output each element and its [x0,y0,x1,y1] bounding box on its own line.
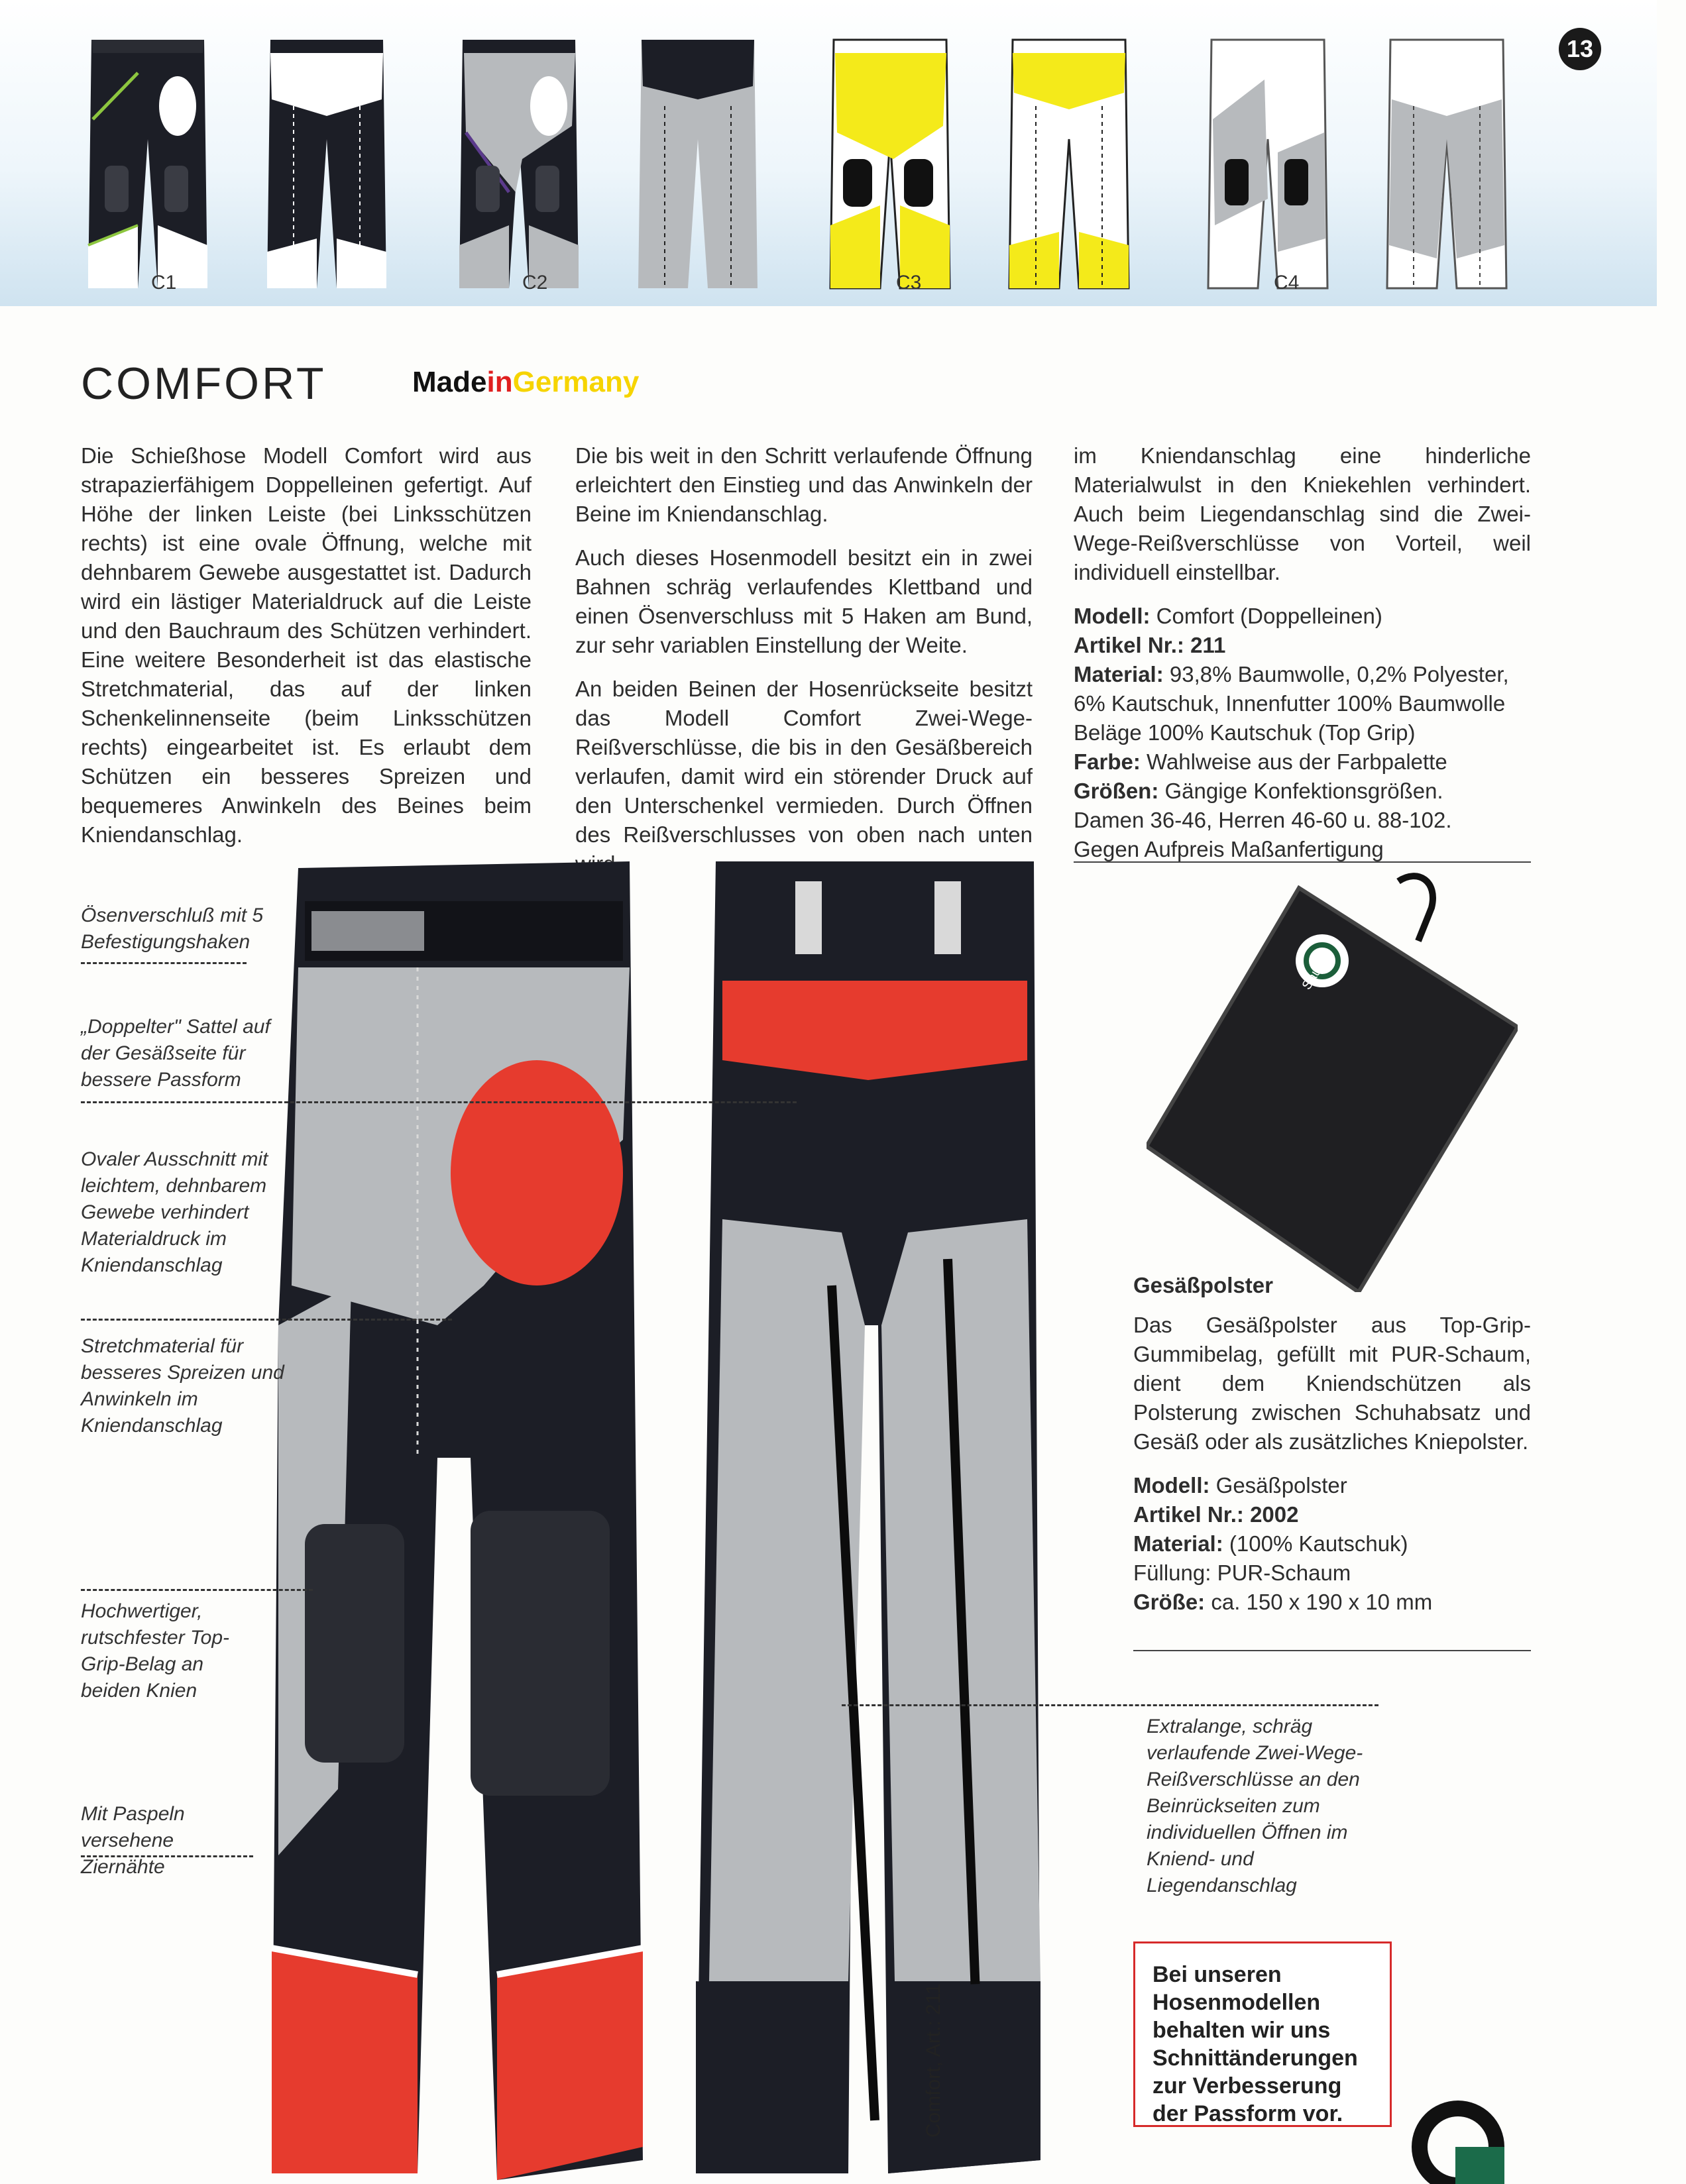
spec-groessen-value: Gängige Konfektionsgrößen. [1164,779,1443,803]
page-number: 13 [1559,28,1601,70]
pad-modell-value: Gesäßpolster [1215,1473,1347,1498]
divider-rule-pad [1133,1650,1531,1651]
pad-modell-label: Modell: [1133,1473,1210,1498]
spec-artikel-label: Artikel Nr.: [1074,633,1184,657]
color-variant-strip [0,0,1657,306]
variant-label-c1: C1 [151,272,177,294]
pad-material-value: (100% Kautschuk) [1229,1531,1408,1556]
column-2-paragraph-2: Auch dieses Hosenmodell besitzt ein in zwei Bahnen schräg verlaufendes Klettband und einen Ösenverschluss mit 5 Haken am Bund, zur sehr variablen Einstellung der Weite. [575,545,1033,657]
column-2-paragraph-3: An beiden Beinen der Hosenrückseite besitzt das Modell Comfort Zwei-Wege-Reißverschlüsse, die bis in den Gesäßbereich verlaufen, damit wird ein störender Druck auf den Unterschenkel vermieden. Durch Öffnen des Reißverschlusses von oben nach unten [575,677,1033,847]
seat-pad-image [1147,868,1518,1292]
seat-pad-heading: Gesäßpolster [1133,1273,1273,1297]
trouser-product-photo [219,861,1107,2184]
spec-farbe-value: Wahlweise aus der Farbpalette [1147,749,1447,774]
pad-fuellung: Füllung: PUR-Schaum [1133,1560,1351,1585]
variant-c1-front [85,27,211,292]
spec-groessen-label: Größen: [1074,779,1159,803]
callout-leader-2 [81,1101,797,1103]
made-word: Made [412,366,487,398]
callout-stretch-material: Stretchmaterial für besseres Spreizen und Anwinkeln im Kniendanschlag [81,1335,284,1437]
spec-groessen-line2: Damen 36-46, Herren 46-60 u. 88-102. [1074,808,1452,832]
photo-caption-text: Comfort, Art.: 211 [923,1983,944,2138]
callout-leader-1 [81,962,247,964]
variant-c4-front [1205,27,1331,292]
pad-groesse-value: ca. 150 x 190 x 10 mm [1211,1590,1433,1614]
sauer-logo-icon [1405,2087,1504,2184]
germany-word: Germany [512,366,640,398]
seat-pad-brand: Sauer [1299,954,1331,993]
callout-eyelet-closure: Ösenverschluß mit 5 Befestigungshaken [81,904,264,953]
variant-c3-front [827,27,953,292]
notice-text: Bei unseren Hosenmodellen behalten wir uns Schnittänderungen zur Verbesserung der Passform vor. [1152,1962,1358,2126]
text-column-2 [575,441,1033,893]
callout-zippers: Extralange, schräg verlaufende Zwei-Wege-Reißverschlüsse an den Beinrückseiten zum individuellen Öffnen im Kniend- und Liegendanschlag [1147,1716,1363,1896]
in-word: in [486,366,513,398]
pad-artikel-label: Artikel Nr.: [1133,1502,1244,1527]
variant-label-c2: C2 [522,272,548,294]
variant-c4-back [1384,27,1510,292]
callout-leader-7 [842,1704,1378,1706]
callout-oval-cutout: Ovaler Ausschnitt mit leichtem, dehnbarem Gewebe verhindert Materialdruck im Kniendanschlag [81,1148,268,1276]
column-2-paragraph-1: Die bis weit in den Schritt verlaufende Öffnung erleichtert den Einstieg und das Anwinkeln der Beine im Kniendanschlag. [575,443,1033,526]
text-column-3 [1074,441,1531,864]
notice-box [1133,1941,1392,2127]
variant-c1-back [264,27,390,292]
callout-leader-3 [81,1319,452,1321]
variant-label-c4: C4 [1274,272,1300,294]
spec-modell-value: Comfort (Doppelleinen) [1156,604,1382,628]
callout-leader-6 [81,1855,253,1857]
made-in-germany [412,366,639,399]
variant-label-c3: C3 [896,272,922,294]
variant-c3-back [1006,27,1132,292]
seat-pad-description: Das Gesäßpolster aus Top-Grip-Gummibelag, gefüllt mit PUR-Schaum, dient dem Kniendschützen als Polsterung zwischen Schuhabsatz und Gesäß oder als zusätzliches Kniepolster. [1133,1313,1531,1454]
divider-rule [1074,861,1531,863]
spec-artikel-value: 211 [1190,633,1226,657]
callout-piping-seams: Mit Paspeln versehene Ziernähte [81,1803,185,1878]
variant-c2-back [635,27,761,292]
spec-block-comfort [1074,602,1531,864]
column-1-paragraph: Die Schießhose Modell Comfort wird aus strapazierfähigem Doppelleinen gefertigt. Auf Höhe der linken Leiste (bei Linksschützen rechts) ist eine ovale Öffnung, welche mit dehnbarem Gewebe ausgestattet ist. Dadurch wird ein lästiger Materialdruck auf die Leiste und den Bauchraum des Schützen verhindert. Eine weitere Besonderheit ist das elastische Stretchmaterial, das auf der linken Schenkelinnenseite (beim Linksschützen rechts) eingearbeitet ist. Es erlaubt dem Schützen ein besseres Spreizen und bequemeres Anwinkeln des Beines beim Kniendanschlag. [81,443,532,847]
callout-top-grip: Hochwertiger, rutschfester Top-Grip-Belag an beiden Knien [81,1600,229,1702]
product-title: COMFORT [81,358,327,409]
pad-material-label: Material: [1133,1531,1223,1556]
column-3-paragraph: im Kniendanschlag eine hinderliche Materialwulst in den Kniekehlen verhindert. Auch beim Liegendanschlag sind die Zwei-Wege-Reißverschlüsse von Vorteil, weil individuell einstellbar. [1074,443,1531,584]
pad-groesse-label: Größe: [1133,1590,1206,1614]
spec-material-label: Material: [1074,662,1164,686]
text-column-1 [81,441,532,864]
spec-material-value: 93,8% Baumwolle, 0,2% Polyester, 6% Kautschuk, Innenfutter 100% Baumwolle Beläge 100% Kautschuk (Top Grip) [1074,662,1509,745]
trouser-front-view [272,861,643,2180]
variant-c2-front [456,27,582,292]
spec-farbe-label: Farbe: [1074,749,1141,774]
photo-caption [920,1928,946,2140]
trouser-back-view [696,861,1040,2173]
callout-double-saddle: „Doppelter" Sattel auf der Gesäßseite für bessere Passform [81,1016,270,1091]
callout-leader-4 [81,1589,313,1591]
pad-artikel-value: 2002 [1250,1502,1299,1527]
spec-groessen-line3: Gegen Aufpreis Maßanfertigung [1074,837,1384,861]
spec-modell-label: Modell: [1074,604,1151,628]
seat-pad-text [1133,1271,1531,1617]
